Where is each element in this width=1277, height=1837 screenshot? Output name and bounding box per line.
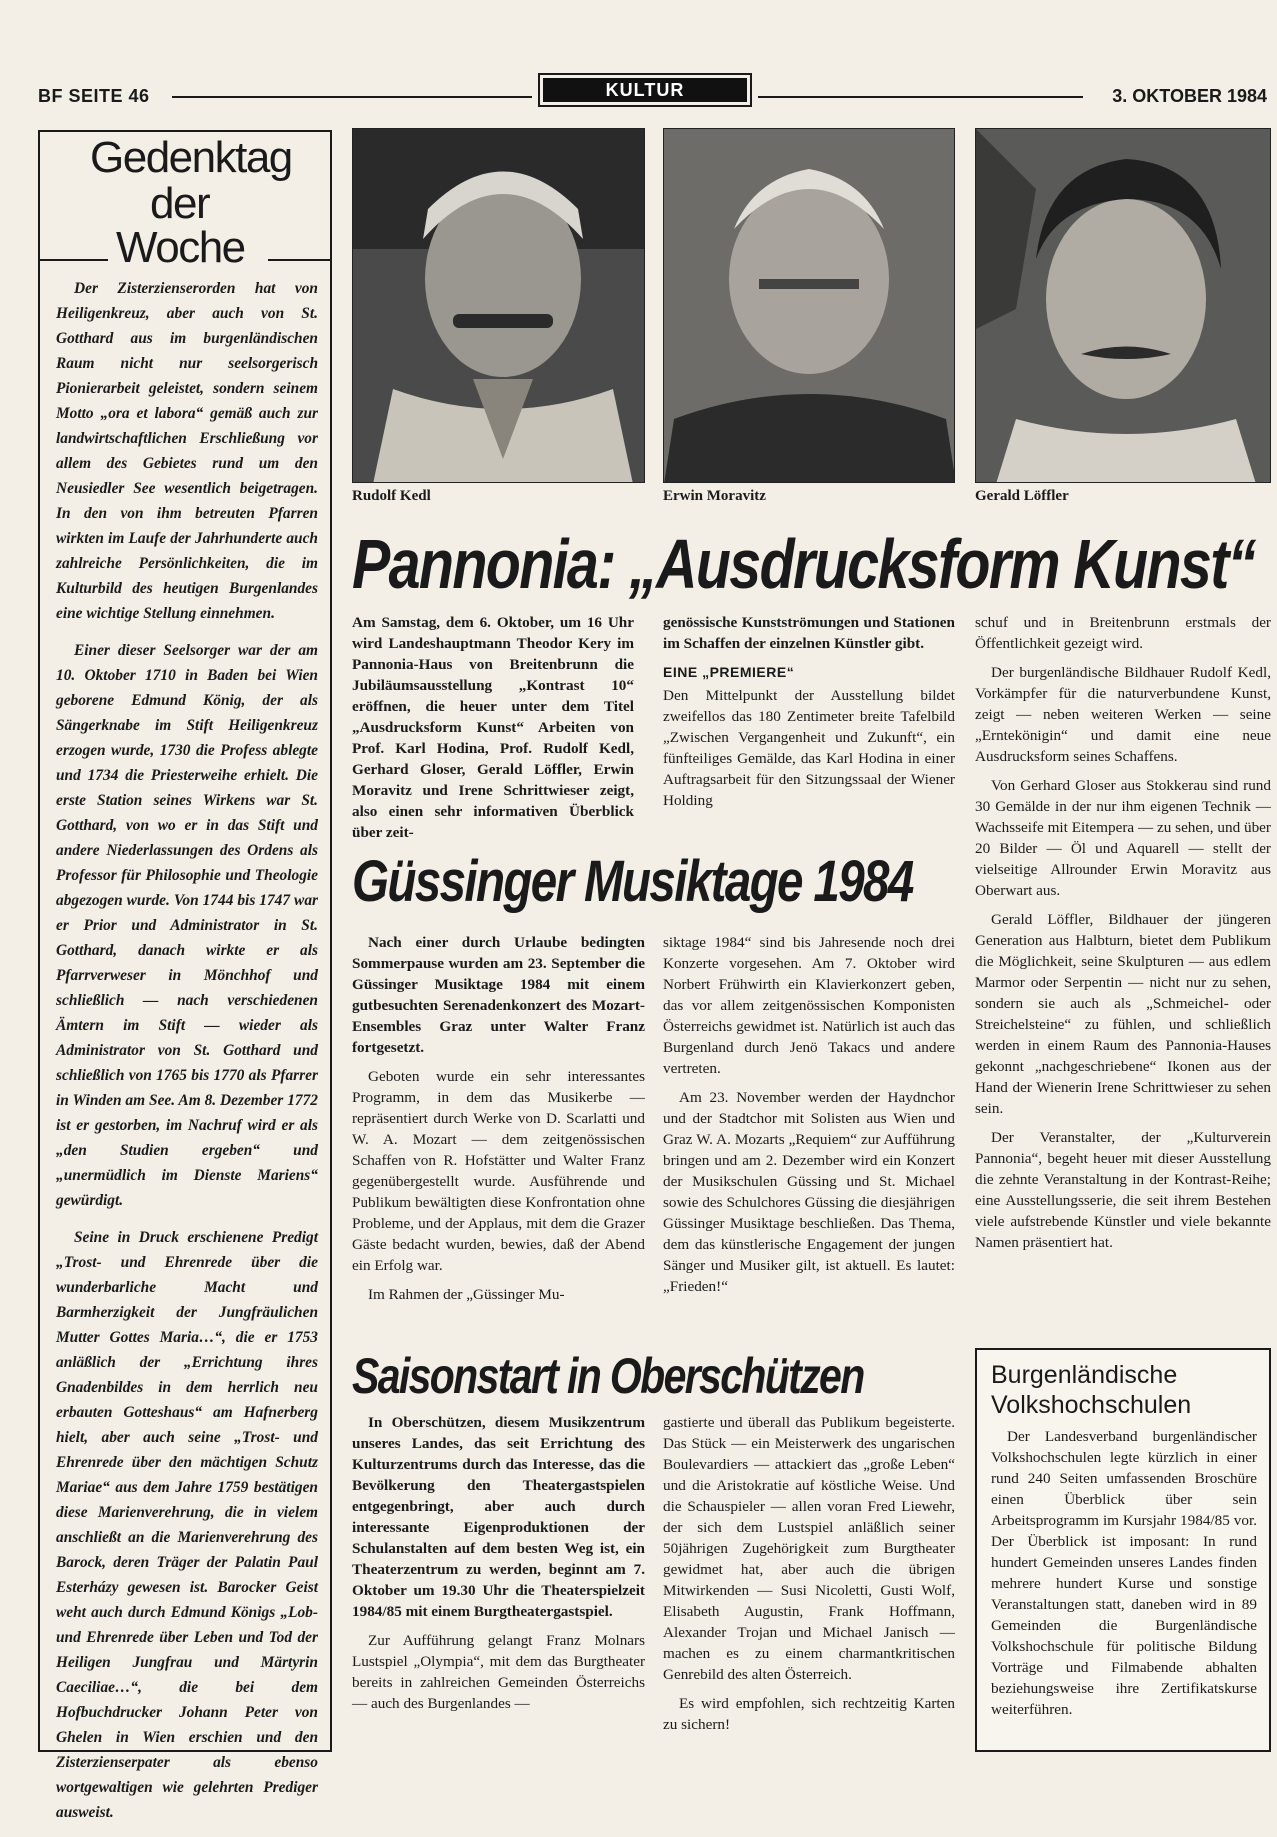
page-number: BF SEITE 46 (38, 86, 150, 106)
guessing-paragraph: Im Rahmen der „Güssinger Mu- (368, 1286, 565, 1303)
saisonstart-paragraph: Es wird empfohlen, sich rechtzeitig Karten zu sichern! (663, 1695, 955, 1733)
gedenktag-title-rule-left (40, 259, 108, 261)
gedenktag-article (56, 276, 318, 1837)
volkshochschulen-box (975, 1348, 1271, 1752)
photo-gerald-loeffler (975, 128, 1271, 483)
gedenktag-box (38, 130, 332, 1821)
pannonia-paragraph: Der Veranstalter, der „Kulturverein Pannonia“, begeht heuer mit dieser Ausstellung die zehnte Veranstaltung in der Kontrast-Reihe; eine Ausstellungsserie, die seit ihrem Bestehen viele aufstrebende Künstler und viele bekannte Namen präsentiert hat. (975, 1129, 1271, 1251)
pannonia-paragraph: Gerald Löffler, Bildhauer der jüngeren Generation aus Halbturn, bietet dem Publikum die Möglichkeit, seine Skulpturen — aus edlem Marmor oder Serpentin — nicht nur zu sehen, sondern sie auch als „Schmeichel- oder Streichelsteine“ zu fühlen, und schließlich werden in einem Raum des Pannonia-Hauses gekonnt „nachgeschriebene“ Ikonen aus der Hand der Wienerin Irene Schrittwieser zu sehen sein. (975, 911, 1271, 1117)
guessing-column-2 (663, 932, 955, 1305)
volkshochschulen-paragraph: Der Landesverband burgenländischer Volkshochschulen legte kürzlich in einer rund 240 Seiten umfassenden Broschüre einen Überblick über sein Arbeitsprogramm im Kursjahr 1984/85 vor. Der Überblick ist imposant: In rund hundert Gemeinden unseres Landes finden mehrere hundert Kurse und sonstige Veranstaltungen statt, daneben wird in 89 Gemeinden die Burgenländische Volkshochschule für politische Bildung Vorträge und Filmabende abhalten beziehungsweise ihre Zertifikatskurse weiterführen. (991, 1428, 1257, 1718)
saisonstart-paragraph: Zur Aufführung gelangt Franz Molnars Lustspiel „Olympia“, mit dem das Burgtheater bereits in zahlreichen Gemeinden Österreichs — auch des Burgenlandes — (352, 1632, 645, 1712)
pannonia-paragraph: Den Mittelpunkt der Ausstellung bildet zweifellos das 180 Zentimeter breite Tafelbild „Zwischen Vergangenheit und Zukunft“, ein fünfteiliges Gemälde, das Karl Hodina in einer Auftragsarbeit für den Sitzungssaal der Wiener Holding (663, 687, 955, 809)
gedenktag-paragraph: Einer dieser Seelsorger war der am 10. Oktober 1710 in Baden bei Wien geborene Edmund König, der als Sängerknabe im Stift Heiligenkreuz erzogen wurde, 1730 die Profess ablegte und 1734 die Priesterweihe erhielt. Die erste Station seines Wirkens war St. Gotthard, von wo er in das Stift und andere Niederlassungen des Ordens als Professor für Philosophie und Theologie abgezogen wurde. Von 1744 bis 1747 war er Prior und Administrator in St. Gotthard, danach wirkte er als Pfarrverweser in Mönchhof und schließlich — nach verschiedenen Ämtern im Stift — wieder als Administrator von St. Gotthard und schließlich von 1765 bis 1770 als Pfarrer in Winden am See. Am 8. Dezember 1772 ist er gestorben, im Nachruf wird er als „den Studien ergeben“ und „unermüdlich im Dienste Mariens“ gewürdigt. (56, 642, 318, 1209)
pannonia-column-2 (663, 612, 955, 819)
portrait-illustration (664, 129, 955, 483)
header-rule-right (758, 96, 1083, 98)
pannonia-headline: Pannonia: „Ausdrucksform Kunst“ (352, 525, 1255, 603)
saisonstart-column-2 (663, 1412, 955, 1743)
section-label: KULTUR (543, 78, 747, 102)
pannonia-paragraph: Von Gerhard Gloser aus Stokkerau sind rund 30 Gemälde in der nur ihm eigenen Technik — Wachsseife mit Eitempera — zu sehen, und über 20 Bilder — Öl und Aquarell — stellt der vielseitige Allrounder Erwin Moravitz aus Oberwart aus. (975, 777, 1271, 899)
portrait-illustration (353, 129, 645, 483)
gedenktag-title-rule (268, 259, 332, 261)
guessing-paragraph: Am 23. November werden der Haydnchor und der Stadtchor mit Solisten aus Wien und Graz W. A. Mozarts „Requiem“ zur Aufführung bringen und am 2. Dezember wird ein Konzert der Musikschulen Güssing und St. Michael sowie des Schulchores Güssing die diesjährigen Güssinger Musiktage beschließen. Das Thema, dem das künstlerische Engagement der jungen Sänger und Musiker gilt, ist aktuell. Es lautet: „Frieden!“ (663, 1089, 955, 1295)
pannonia-subheading: EINE „PREMIERE“ (663, 664, 795, 680)
gedenktag-paragraph: Seine in Druck erschienene Predigt „Trost- und Ehrenrede über die wunderbarliche Macht und Barmherzigkeit der Jungfräulichen Mutter Gottes Maria…“, die er 1753 anläßlich der „Errichtung ihres Gnadenbildes in dem herrlich neu erbauten Gotteshaus“ am Hafnerberg hielt, aber auch seine „Trost- und Ehrenrede über den mächtigen Schutz Mariae“ aus dem Jahre 1759 bestätigen diese Marienverehrung, die in vielem anschließt an die Marienverehrung des Barock, deren Träger der Palatin Paul Esterházy gewesen ist. Barocker Geist weht auch durch Edmund Königs „Lob- und Ehrenrede über Leben und Tod der Heiligen Jungfrau und Märtyrin Caeciliae…“, die bei dem Hofbuchdrucker Johann Peter von Ghelen in Wien erschien und den Zisterzienserpater als ebenso wortgewaltigen wie gelehrten Prediger ausweist. (56, 1229, 318, 1821)
pannonia-paragraph: Der burgenländische Bildhauer Rudolf Kedl, Vorkämpfer für die naturverbundene Kunst, zeigt — neben weiteren Werken — seine „Erntekönigin“ und damit eine neue Ausdrucksform seines Schaffens. (975, 664, 1271, 765)
pannonia-paragraph: schuf und in Breitenbrunn erstmals der Öffentlichkeit gezeigt wird. (975, 614, 1271, 652)
guessing-headline: Güssinger Musiktage 1984 (352, 849, 913, 914)
saisonstart-lead: In Oberschützen, diesem Musikzentrum unseres Landes, das seit Errichtung des Kulturzentrums durch das Interesse, das die Bevölkerung den Theatergastspielen entgegenbringt, aber auch durch interessante Eigenproduktionen der Schulanstalten auf dem besten Weg ist, ein Theaterzentrum zu werden, beginnt am 7. Oktober um 19.30 Uhr die Theaterspielzeit 1984/85 mit einem Burgtheatergastspiel. (352, 1414, 645, 1620)
portrait-illustration (976, 129, 1271, 483)
gedenktag-title-line3: Woche (116, 223, 245, 272)
header-rule-left (172, 96, 532, 98)
gedenktag-title-line1: Gedenktag (90, 133, 292, 182)
guessing-paragraph: siktage 1984“ sind bis Jahresende noch drei Konzerte vorgesehen. Am 7. Oktober wird Norbert Frühwirth ein Klavierkonzert geben, das vor allem zeitgenössischen Komponisten Österreichs gewidmet ist. Natürlich ist auch das Burgenland durch Jenö Takacs und andere vertreten. (663, 934, 955, 1077)
photo-caption: Erwin Moravitz (663, 488, 766, 504)
gedenktag-title (40, 132, 300, 272)
gedenktag-paragraph: Der Zisterzienserorden hat von Heiligenkreuz, aber auch von St. Gotthard aus im burgenländischen Raum nicht nur seelsorgerisch Pionierarbeit geleistet, sondern seinem Motto „ora et labora“ gemäß auch zur landwirtschaftlichen Erschließung vor allem des Gebietes rund um den Neusiedler See wesentlich beigetragen. In den von ihm betreuten Pfarren wirkten im Laufe der Jahrhunderte auch zahlreiche Persönlichkeiten, die im Kulturbild des heutigen Burgenlandes eine wichtige Stellung einnehmen. (56, 280, 318, 622)
pannonia-lead: Am Samstag, dem 6. Oktober, um 16 Uhr wird Landeshauptmann Theodor Kery im Pannonia-Haus von Breitenbrunn die Jubiläumsausstellung „Kontrast 10“ eröffnen, die heuer unter dem Titel „Ausdrucksform Kunst“ Arbeiten von Prof. Karl Hodina, Prof. Rudolf Kedl, Gerhard Gloser, Gerald Löffler, Erwin Moravitz und Irene Schrittwieser zeigt, also einen sehr informativen Überblick über zeit- (352, 614, 634, 841)
guessing-paragraph: Geboten wurde ein sehr interessantes Programm, in dem das Musikerbe — repräsentiert durch Werke von D. Scarlatti und W. A. Mozart — dem zeitgenössischen Schaffen von R. Hofstätter und Walter Franz gegenübergestellt wurde. Ausführende und Publikum bewältigten diese Konfrontation ohne Probleme, und der Applaus, mit dem die Grazer Gäste bedacht wurden, bewies, daß der Abend ein Erfolg war. (352, 1068, 645, 1274)
section-label-box (538, 73, 752, 107)
volkshochschulen-title: Burgenländische Volkshochschulen (991, 1361, 1192, 1419)
issue-date: 3. OKTOBER 1984 (1112, 86, 1267, 106)
saisonstart-column-1 (352, 1412, 645, 1722)
guessing-lead: Nach einer durch Urlaube bedingten Sommerpause wurden am 23. September die Güssinger Musiktage 1984 mit einem gutbesuchten Serenadenkonzert des Mozart-Ensembles Graz unter Walter Franz fortgesetzt. (352, 934, 645, 1056)
saisonstart-paragraph: gastierte und überall das Publikum begeisterte. Das Stück — ein Meisterwerk des ungarischen Boulevardiers — attackiert das „große Leben“ und die Aristokratie auf köstliche Weise. Und die Schauspieler — allen voran Fred Liewehr, der sich dem Lustspiel anläßlich seiner 50jährigen Zugehörigkeit zum Burgtheater gewidmet hat, aber auch die übrigen Mitwirkenden — Susi Nicoletti, Gusti Wolf, Elisabeth Augustin, Frank Hoffmann, Alexander Trojan und Michael Janisch — machen es zu einem charmantkritischen Genrebild des alten Österreich. (663, 1414, 955, 1683)
pannonia-lead-cont: genössische Kunstströmungen und Stationen im Schaffen der einzelnen Künstler gibt. (663, 614, 955, 652)
photo-caption: Rudolf Kedl (352, 488, 431, 504)
gedenktag-title-line2: der (150, 179, 210, 228)
photo-caption: Gerald Löffler (975, 488, 1069, 504)
guessing-column-1 (352, 932, 645, 1313)
saisonstart-headline: Saisonstart in Oberschützen (352, 1348, 864, 1404)
photo-rudolf-kedl (352, 128, 645, 483)
volkshochschulen-article (991, 1426, 1257, 1720)
pannonia-column-1 (352, 612, 634, 851)
pannonia-column-3 (975, 612, 1271, 1261)
photo-erwin-moravitz (663, 128, 955, 483)
